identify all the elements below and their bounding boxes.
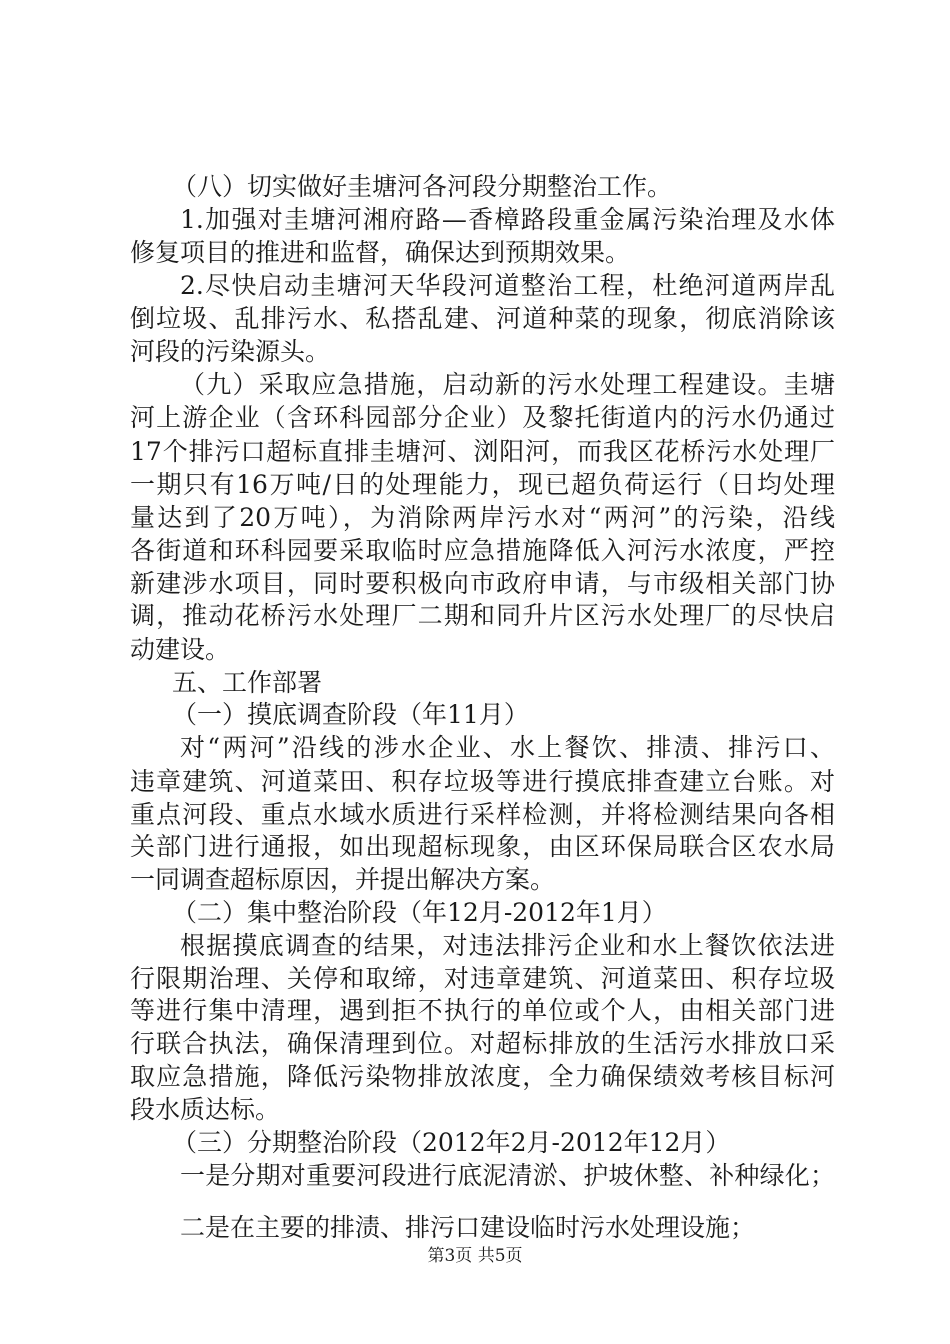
paragraph-line: 违章建筑、河道菜田、积存垃圾等进行摸底排查建立台账。对 (130, 767, 835, 796)
paragraph-line: 行限期治理、关停和取缔，对违章建筑、河道菜田、积存垃圾 (130, 964, 835, 993)
paragraph-line: 段水质达标。 (130, 1095, 281, 1124)
paragraph-line: 新建涉水项目，同时要积极向市政府申请，与市级相关部门协 (130, 569, 835, 598)
paragraph-line: 修复项目的推进和监督，确保达到预期效果。 (130, 238, 631, 267)
paragraph-line: 重点河段、重点水域水质进行采样检测，并将检测结果向各相 (130, 800, 835, 829)
paragraph-line: 1.加强对圭塘河湘府路—香樟路段重金属污染治理及水体 (180, 205, 835, 234)
paragraph-line: 17个排污口超标直排圭塘河、浏阳河，而我区花桥污水处理厂 (130, 437, 835, 466)
paragraph-line: 河段的污染源头。 (130, 337, 331, 366)
page-footer: 第3页 共5页 (427, 1246, 523, 1266)
paragraph-line: 倒垃圾、乱排污水、私搭乱建、河道种菜的现象，彻底消除该 (130, 304, 835, 333)
stage-heading-2: （二）集中整治阶段（年12月-2012年1月） (172, 898, 667, 927)
paragraph-line: 2.尽快启动圭塘河天华段河道整治工程，杜绝河道两岸乱 (180, 271, 835, 300)
stage-heading-1: （一）摸底调查阶段（年11月） (172, 700, 529, 729)
heading-8: （八）切实做好圭塘河各河段分期整治工作。 (172, 172, 673, 201)
paragraph-line: 调，推动花桥污水处理厂二期和同升片区污水处理厂的尽快启 (130, 601, 835, 630)
paragraph-line: 一期只有16万吨/日的处理能力，现已超负荷运行（日均处理 (130, 470, 835, 499)
paragraph-line: 关部门进行通报，如出现超标现象，由区环保局联合区农水局 (130, 832, 835, 861)
paragraph-line: 取应急措施，降低污染物排放浓度，全力确保绩效考核目标河 (130, 1062, 835, 1091)
paragraph-line: 各街道和环科园要采取临时应急措施降低入河污水浓度，严控 (130, 536, 835, 565)
paragraph-line: 行联合执法，确保清理到位。对超标排放的生活污水排放口采 (130, 1029, 835, 1058)
paragraph-line: 等进行集中清理，遇到拒不执行的单位或个人，由相关部门进 (130, 996, 835, 1025)
paragraph-line: 一是分期对重要河段进行底泥清淤、护坡休整、补种绿化； (180, 1161, 835, 1190)
stage-heading-3: （三）分期整治阶段（2012年2月-2012年12月） (172, 1128, 731, 1157)
paragraph-line: 量达到了20万吨），为消除两岸污水对“两河”的污染，沿线 (130, 503, 835, 532)
paragraph-line: 动建设。 (130, 635, 231, 664)
paragraph-line: 根据摸底调查的结果，对违法排污企业和水上餐饮依法进 (180, 931, 835, 960)
heading-9: （九）采取应急措施，启动新的污水处理工程建设。圭塘 (180, 370, 835, 399)
paragraph-line: 二是在主要的排渍、排污口建设临时污水处理设施； (180, 1213, 756, 1242)
section-heading: 五、工作部署 (172, 668, 323, 697)
paragraph-line: 河上游企业（含环科园部分企业）及黎托街道内的污水仍通过 (130, 403, 835, 432)
paragraph-line: 一同调查超标原因，并提出解决方案。 (130, 865, 556, 894)
paragraph-line: 对“两河”沿线的涉水企业、水上餐饮、排渍、排污口、 (180, 733, 835, 762)
